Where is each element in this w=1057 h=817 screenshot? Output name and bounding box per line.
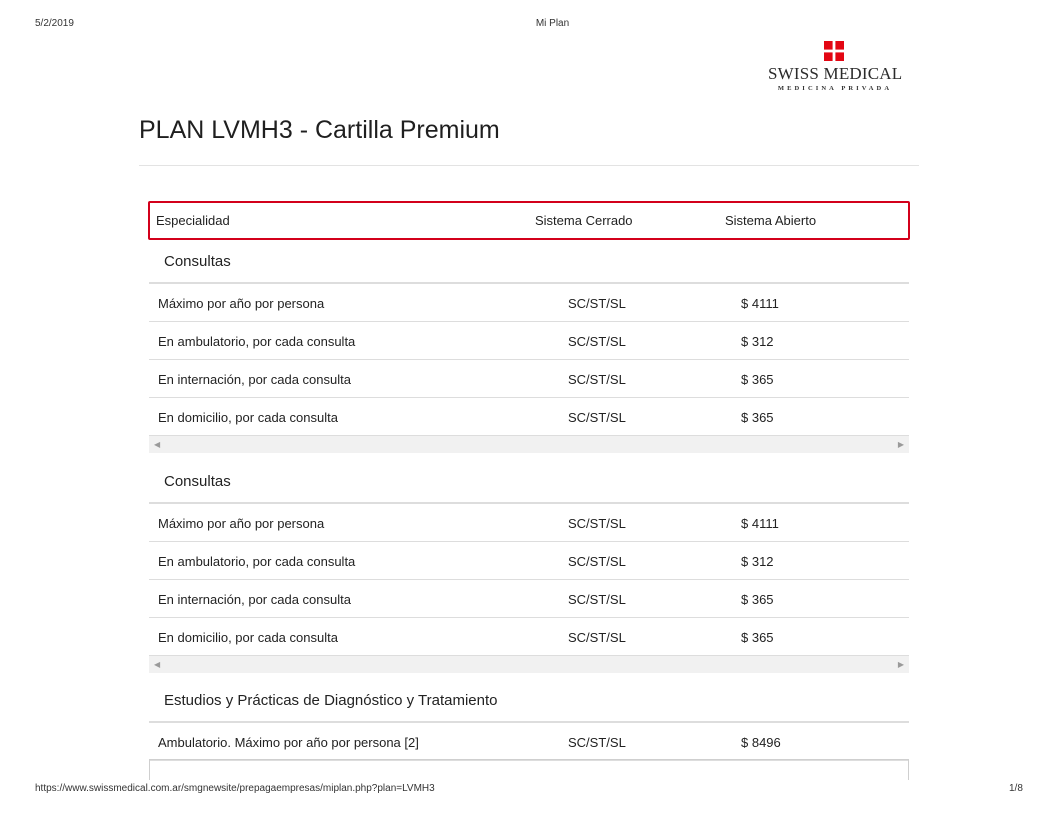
row-especialidad: En internación, por cada consulta <box>158 592 351 607</box>
section-title: Consultas <box>149 242 909 284</box>
row-especialidad: En ambulatorio, por cada consulta <box>158 334 356 349</box>
scroll-left-arrow-icon[interactable]: ◀ <box>154 440 161 449</box>
scroll-right-arrow-icon[interactable]: ▶ <box>897 440 904 449</box>
row-sistema-abierto: $ 4111 <box>741 296 779 311</box>
page-title: PLAN LVMH3 - Cartilla Premium <box>139 116 500 144</box>
table-row <box>149 284 909 322</box>
row-especialidad: Máximo por año por persona <box>158 296 325 311</box>
section-title: Estudios y Prácticas de Diagnóstico y Tratamiento <box>149 681 909 723</box>
print-page-number: 1/8 <box>1009 783 1023 794</box>
table-column-header <box>148 201 910 240</box>
section-table <box>149 242 909 453</box>
row-sistema-abierto: $ 365 <box>741 592 774 607</box>
row-sistema-cerrado: SC/ST/SL <box>568 372 626 387</box>
print-date: 5/2/2019 <box>35 18 74 29</box>
swiss-medical-logo[interactable] <box>768 41 902 93</box>
horizontal-scrollbar[interactable] <box>149 436 909 453</box>
row-especialidad: En domicilio, por cada consulta <box>158 630 338 645</box>
row-sistema-abierto: $ 8496 <box>741 735 781 750</box>
section-table <box>149 681 909 761</box>
row-sistema-abierto: $ 312 <box>741 334 774 349</box>
row-sistema-abierto: $ 365 <box>741 630 774 645</box>
table-row <box>149 360 909 398</box>
row-sistema-cerrado: SC/ST/SL <box>568 334 626 349</box>
table-row <box>149 322 909 360</box>
row-sistema-abierto: $ 365 <box>741 410 774 425</box>
row-sistema-cerrado: SC/ST/SL <box>568 296 626 311</box>
row-sistema-cerrado: SC/ST/SL <box>568 516 626 531</box>
row-sistema-cerrado: SC/ST/SL <box>568 592 626 607</box>
row-sistema-cerrado: SC/ST/SL <box>568 630 626 645</box>
table-row <box>149 398 909 436</box>
logo-tagline: MEDICINA PRIVADA <box>777 85 893 92</box>
horizontal-scrollbar[interactable] <box>149 656 909 673</box>
row-sistema-abierto: $ 365 <box>741 372 774 387</box>
section-table <box>149 462 909 673</box>
row-sistema-abierto: $ 4111 <box>741 516 779 531</box>
row-especialidad: Ambulatorio. Máximo por año por persona [2] <box>158 735 419 750</box>
scroll-right-arrow-icon[interactable]: ▶ <box>897 660 904 669</box>
row-sistema-abierto: $ 312 <box>741 554 774 569</box>
row-sistema-cerrado: SC/ST/SL <box>568 735 626 750</box>
column-header-sistema-cerrado: Sistema Cerrado <box>535 213 633 228</box>
row-especialidad: Máximo por año por persona <box>158 516 325 531</box>
print-footer-url: https://www.swissmedical.com.ar/smgnewsite/prepagaempresas/miplan.php?plan=LVMH3 <box>35 783 435 794</box>
column-header-especialidad: Especialidad <box>156 213 230 228</box>
column-header-sistema-abierto: Sistema Abierto <box>725 213 817 228</box>
title-divider <box>139 165 919 166</box>
table-row <box>149 618 909 656</box>
row-especialidad: En internación, por cada consulta <box>158 372 351 387</box>
row-sistema-cerrado: SC/ST/SL <box>568 554 626 569</box>
next-table-edge <box>149 759 909 780</box>
print-page-title: Mi Plan <box>535 18 570 29</box>
logo-wordmark: SWISS MEDICAL <box>768 64 903 83</box>
red-cross-logo-icon <box>824 41 844 61</box>
row-especialidad: En domicilio, por cada consulta <box>158 410 338 425</box>
table-row <box>149 580 909 618</box>
table-row <box>149 723 909 761</box>
scroll-left-arrow-icon[interactable]: ◀ <box>154 660 161 669</box>
row-sistema-cerrado: SC/ST/SL <box>568 410 626 425</box>
section-title: Consultas <box>149 462 909 504</box>
row-especialidad: En ambulatorio, por cada consulta <box>158 554 356 569</box>
table-row <box>149 504 909 542</box>
table-row <box>149 542 909 580</box>
